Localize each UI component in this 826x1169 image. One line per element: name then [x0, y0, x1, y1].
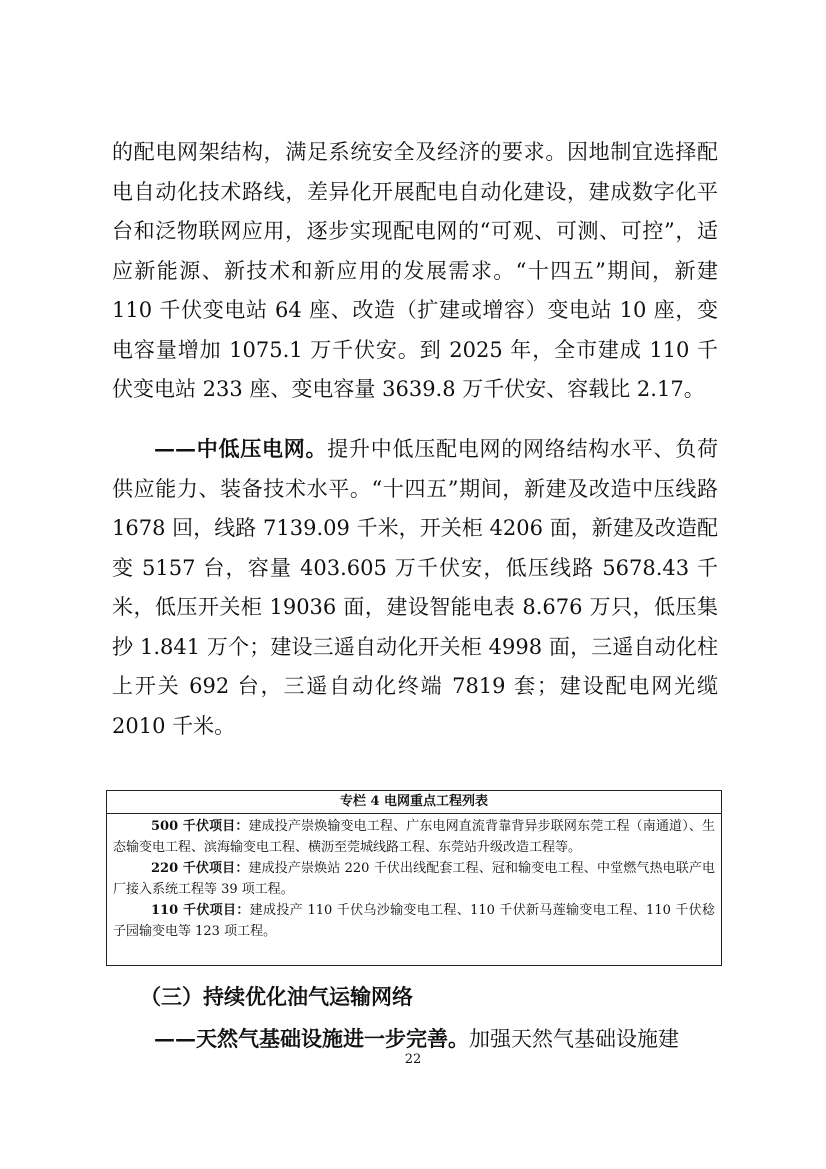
box-item-500kv [113, 816, 715, 858]
key-projects-box [106, 790, 722, 966]
box-item-110kv [113, 900, 715, 942]
paragraph-lead: ——中低压电网。 [154, 436, 328, 461]
paragraph-text: 加强天然气基础设施建 [469, 1027, 679, 1051]
page-number: 22 [404, 1052, 422, 1067]
paragraph-low-voltage-grid [112, 429, 718, 746]
paragraph-distribution-network [112, 133, 718, 410]
paragraph-lead: ——天然气基础设施进一步完善。 [154, 1026, 469, 1051]
paragraph-text: 提升中低压配电网的网络结构水平、负荷供应能力、装备技术水平。“十四五”期间，新建及改造中压线路 1678 回，线路 7139.09 千米，开关柜 4206 面，新建及改造配变 5157 台，容量 403.605 万千伏安，低压线路 5678.43 千米，低压开关柜 19036 面，建设智能电表 8.676 万只，低压集抄 1.841 万个；建设三遥自动化开关柜 4998 面，三遥自动化柱上开关 692 台，三遥自动化终端 7819 套；建设配电网光缆 2010 千米。 [112, 437, 718, 738]
box-title: 专栏 4 电网重点工程列表 [107, 791, 721, 814]
box-item-text: 建成投产 110 千伏乌沙输变电工程、110 千伏新马莲输变电工程、110 千伏稔子园输变电等 123 项工程。 [113, 903, 715, 939]
box-body [107, 814, 721, 942]
box-item-220kv [113, 858, 715, 900]
box-item-text: 建成投产崇焕输变电工程、广东电网直流背靠背异步联网东莞工程（南通道）、生态输变电工程、滨海输变电工程、横沥至莞城线路工程、东莞站升级改造工程等。 [113, 819, 715, 855]
box-item-label: 500 千伏项目： [151, 819, 249, 834]
box-item-label: 220 千伏项目： [151, 861, 249, 876]
section-heading: （三）持续优化油气运输网络 [140, 984, 413, 1009]
box-item-text: 建成投产崇焕站 220 千伏出线配套工程、冠和输变电工程、中堂燃气热电联产电厂接入系统工程等 39 项工程。 [113, 861, 715, 897]
paragraph-text: 的配电网架结构，满足系统安全及经济的要求。因地制宜选择配电自动化技术路线，差异化开展配电自动化建设，建成数字化平台和泛物联网应用，逐步实现配电网的“可观、可测、可控”，适应新能源、新技术和新应用的发展需求。“十四五”期间，新建 110 千伏变电站 64 座、改造（扩建或增容）变电站 10 座，变电容量增加 1075.1 万千伏安。到 2025 年，全市建成 110 千伏变电站 233 座、变电容量 3639.8 万千伏安、容载比 2.17。 [112, 140, 718, 401]
box-item-label: 110 千伏项目： [151, 903, 250, 918]
